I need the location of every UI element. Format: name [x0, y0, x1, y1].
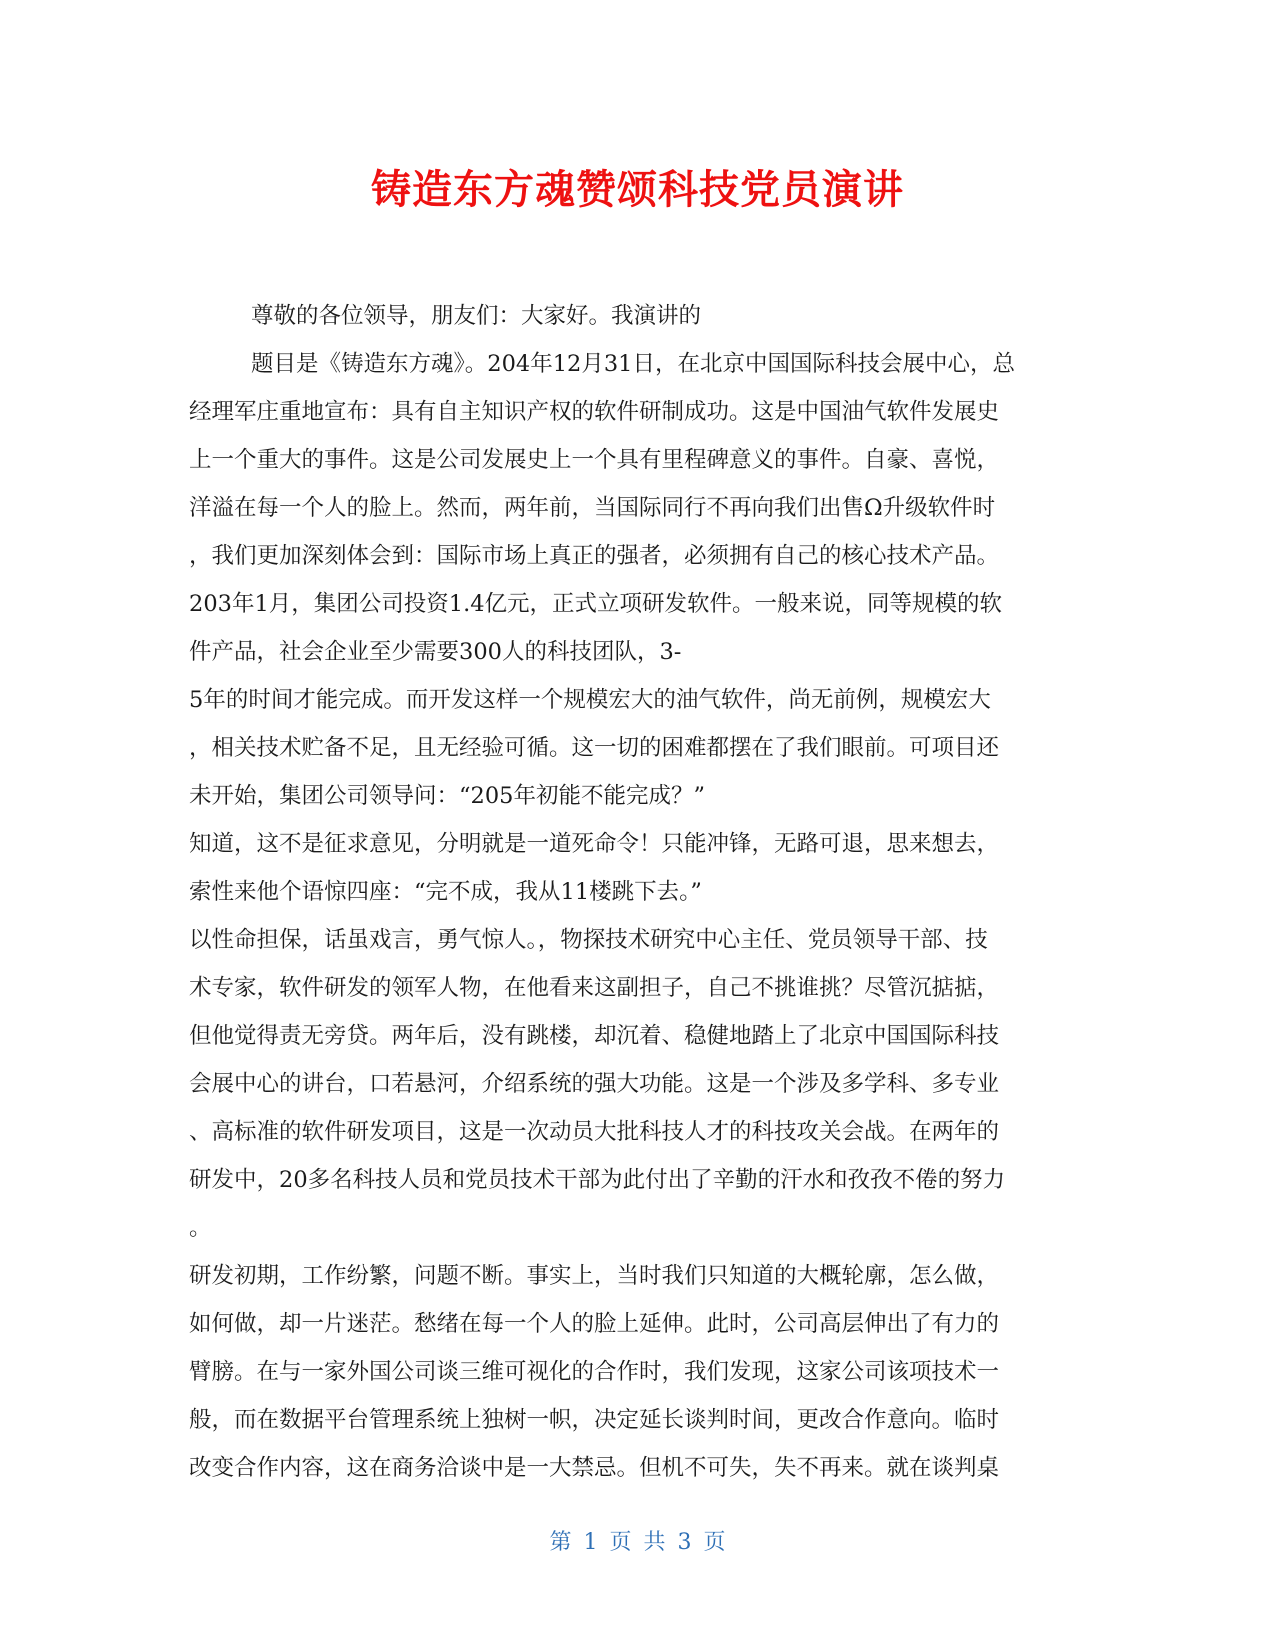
paragraph-line: 研发初期，工作纷繁，问题不断。事实上，当时我们只知道的大概轮廓，怎么做， [189, 1263, 1000, 1289]
footer-page-word: 页 [609, 1530, 632, 1555]
page-number-footer [0, 1525, 1275, 1561]
paragraph-line: 件产品，社会企业至少需要300人的科技团队，3- [189, 639, 682, 665]
paragraph-line: 以性命担保，话虽戏言，勇气惊人。，物探技术研究中心主任、党员领导干部、技 [189, 927, 988, 953]
paragraph-line: 研发中，20多名科技人员和党员技术干部为此付出了辛勤的汗水和孜孜不倦的努力 [189, 1167, 1006, 1193]
paragraph-line: 题目是《铸造东方魂》。204年12月31日，在北京中国国际科技会展中心，总 [251, 351, 1015, 377]
paragraph-line: 5年的时间才能完成。而开发这样一个规模宏大的油气软件，尚无前例，规模宏大 [189, 687, 991, 713]
paragraph-line: 如何做，却一片迷茫。愁绪在每一个人的脸上延伸。此时，公司高层伸出了有力的 [189, 1311, 1000, 1337]
paragraph-line: 索性来他个语惊四座：“完不成，我从11楼跳下去。” [189, 879, 702, 905]
current-page-number: 1 [583, 1530, 598, 1555]
document-body [189, 292, 1089, 1492]
paragraph-line: ，相关技术贮备不足，且无经验可循。这一切的困难都摆在了我们眼前。可项目还 [189, 735, 1000, 761]
paragraph-line: 。 [189, 1215, 212, 1241]
paragraph-line: 会展中心的讲台，口若悬河，介绍系统的强大功能。这是一个涉及多学科、多专业 [189, 1071, 1000, 1097]
footer-total-suffix: 页 [703, 1530, 726, 1555]
paragraph-line: ，我们更加深刻体会到：国际市场上真正的强者，必须拥有自己的核心技术产品。 [189, 543, 1000, 569]
paragraph-line: 但他觉得责无旁贷。两年后，没有跳楼，却沉着、稳健地踏上了北京中国国际科技 [189, 1023, 1000, 1049]
paragraph-line: 术专家，软件研发的领军人物，在他看来这副担子，自己不挑谁挑？尽管沉掂掂， [189, 975, 1000, 1001]
paragraph-line: 上一个重大的事件。这是公司发展史上一个具有里程碑意义的事件。自豪、喜悦， [189, 447, 1000, 473]
paragraph-line: 般，而在数据平台管理系统上独树一帜，决定延长谈判时间，更改合作意向。临时 [189, 1407, 1000, 1433]
paragraph-line: 未开始，集团公司领导问：“205年初能不能完成？” [189, 783, 705, 809]
paragraph-line: 经理军庄重地宣布：具有自主知识产权的软件研制成功。这是中国油气软件发展史 [189, 399, 1000, 425]
paragraph-line: 尊敬的各位领导，朋友们：大家好。我演讲的 [251, 303, 702, 329]
paragraph-line: 203年1月，集团公司投资1.4亿元，正式立项研发软件。一般来说，同等规模的软 [189, 591, 1003, 617]
paragraph-line: 臂膀。在与一家外国公司谈三维可视化的合作时，我们发现，这家公司该项技术一 [189, 1359, 1000, 1385]
paragraph-line: 改变合作内容，这在商务洽谈中是一大禁忌。但机不可失，失不再来。就在谈判桌 [189, 1455, 1000, 1481]
total-page-number: 3 [677, 1530, 692, 1555]
paragraph-line: 洋溢在每一个人的脸上。然而，两年前，当国际同行不再向我们出售Ω升级软件时 [189, 495, 996, 521]
document-title: 铸造东方魂赞颂科技党员演讲 [371, 167, 904, 213]
footer-total-prefix: 共 [643, 1530, 666, 1555]
footer-prefix: 第 [549, 1530, 572, 1555]
paragraph-line: 、高标准的软件研发项目，这是一次动员大批科技人才的科技攻关会战。在两年的 [189, 1119, 1000, 1145]
paragraph-line: 知道，这不是征求意见，分明就是一道死命令！只能冲锋，无路可退，思来想去， [189, 831, 1000, 857]
